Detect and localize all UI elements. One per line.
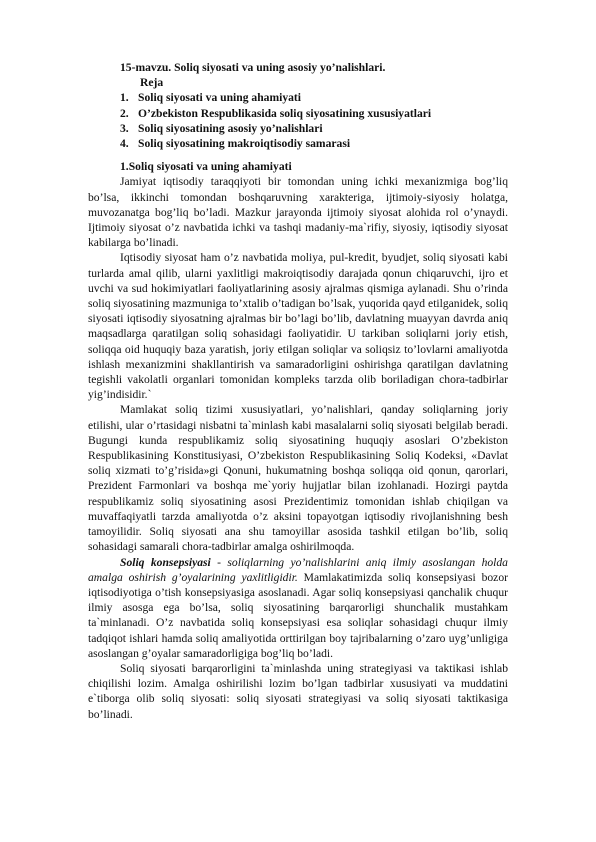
page-title: 15-mavzu. Soliq siyosati va uning asosiy yo’nalishlari. [120,61,386,74]
plan-item-text: Soliq siyosatining asosiy yo’nalishlari [138,121,323,135]
plan-item-number: 2. [120,106,129,120]
term-soliq-konsepsiyasi: Soliq konsepsiyasi [120,555,211,569]
paragraph-3: Mamlakat soliq tizimi xususiyatlari, yo’nalishlari, qanday soliqlarning joriy etilishi, ular o’rtasidagi nisbatni ta`minlash kabi masalalarni soliq siyosati belgilab beradi. Bugungi kunda respublikamiz soliq siyosatining huquqiy asoslari O’zbekiston Respublikasining Konstitusiyasi, O’zbekiston Respublikasining Soliq Kodeksi, «Davlat soliq xizmati to’g’risida»gi Qonuni, hukumatning boshqa soliqqa oid qonun, qarorlari, Prezident Farmonlari va boshqa me`yoriy hujjatlar bilan izohlanadi. Hozirgi paytda respublikamiz soliq siyosatining asosi Prezidentimiz tomonidan ishlab chiqilgan va muvaffaqiyatli tarzda amaliyotda o’z aksini topayotgan iqtisodiy rivojlanishning besh tamoyilidir. Soliq siyosati ana shu tamoyillar asosida tashkil etilgan bo’lib, soliq sohasidagi samarali chora-tadbirlar amalga oshirilmoqda. [88,403,508,554]
plan-item-number: 4. [120,137,129,151]
plan-item-text: O’zbekiston Respublikasida soliq siyosatining xususiyatlari [138,106,432,120]
plan-list [88,90,508,151]
paragraph-4 [88,555,508,661]
plan-item-number: 3. [120,121,129,135]
plan-heading: Reja [140,76,164,90]
section-heading: 1.Soliq siyosati va uning ahamiyati [120,160,292,174]
plan-item [88,90,508,105]
document-page [88,60,508,722]
plan-item-number: 1. [120,91,129,105]
plan-item [88,136,508,151]
paragraph-1: Jamiyat iqtisodiy taraqqiyoti bir tomondan uning ichki mexanizmiga bog’liq bo’lsa, ikkinchi tomondan boshqaruvning xarakteriga, ijtimoiy-siyosiy holatga, muvozanatga bog’liq bo’ladi. Mazkur jarayonda ijtimoiy siyosat alohida rol o’ynaydi. Ijtimoiy siyosat o’z navbatida ichki va tashqi madaniy-ma`rifiy, siyosiy, iqtisodiy siyosat kabilarga bo’linadi. [88,175,508,250]
spacer [88,151,508,159]
paragraph-5: Soliq siyosati barqarorligini ta`minlashda uning strategiyasi va taktikasi ishlab chiqilishi lozim. Amalga oshirilishi lozim bo’lgan tadbirlar xususiyati va muddatini e`tiborga olib soliq siyosati: soliq siyosati strategiyasi va soliq siyosati taktikasiga bo’linadi. [88,661,508,721]
term-definition: - soliqlarning yo’nalishlarini aniq ilmiy asoslangan holda amalga oshirish g’oyalarining yaxlitligidir. [88,555,508,584]
plan-item-text: Soliq siyosatining makroiqtisodiy samarasi [138,137,351,151]
plan-item [88,121,508,136]
paragraph-2: Iqtisodiy siyosat ham o’z navbatida moliya, pul-kredit, byudjet, soliq siyosati kabi turlarda amal qilib, ularni yaxlitligi makroiqtisodiy darajada qonun chiqaruvchi, ijro et uvchi va sud hokimiyatlari faoliyatlarining asosiy ajralmas qismiga aylanadi. Shu o’rinda soliq siyosatining mazmuniga to’xtalib o’tadigan bo’lsak, yuqorida qayd etilganidek, soliq siyosati iqtisodiy siyosatning ajralmas bir bo’lagi bo’lib, davlatning muayyan davrda aniq maqsadlarga qaratilgan soliq sohasidagi faoliyatidir. U tarkiban soliqlarni joriy etish, soliqqa oid huquqiy baza yaratish, joriy etilgan soliqlar va soliqsiz to’lovlarni amaliyotda ishlash mexanizmini shakllantirish va samaradorligini oshirishga qaratilgan davlatning tegishli vakolatli organlari tomonidan kompleks tarzda olib boriladigan chora-tadbirlar yig’indisidir.` [88,251,508,402]
paragraph-4-body: Mamlakatimizda soliq konsepsiyasi bozor iqtisodiyotiga o’tish konsepsiyasiga asoslanadi. Agar soliq konsepsiyasi qanchalik chuqur ilmiy asosga ega bo’lsa, soliq siyosatining barqarorligi shunchalik mustahkam ta`minlanadi. O’z navbatida soliq konsepsiyasi esa soliqlar sohasidagi chuqur ilmiy tadqiqot ishlari hamda soliq amaliyotida orttirilgan boy tajribalarning o’zaro uyg’unligiga asoslangan g’oyalar samaradorligiga bog’liq bo’ladi. [88,570,508,660]
plan-item [88,106,508,121]
plan-item-text: Soliq siyosati va uning ahamiyati [138,91,301,105]
